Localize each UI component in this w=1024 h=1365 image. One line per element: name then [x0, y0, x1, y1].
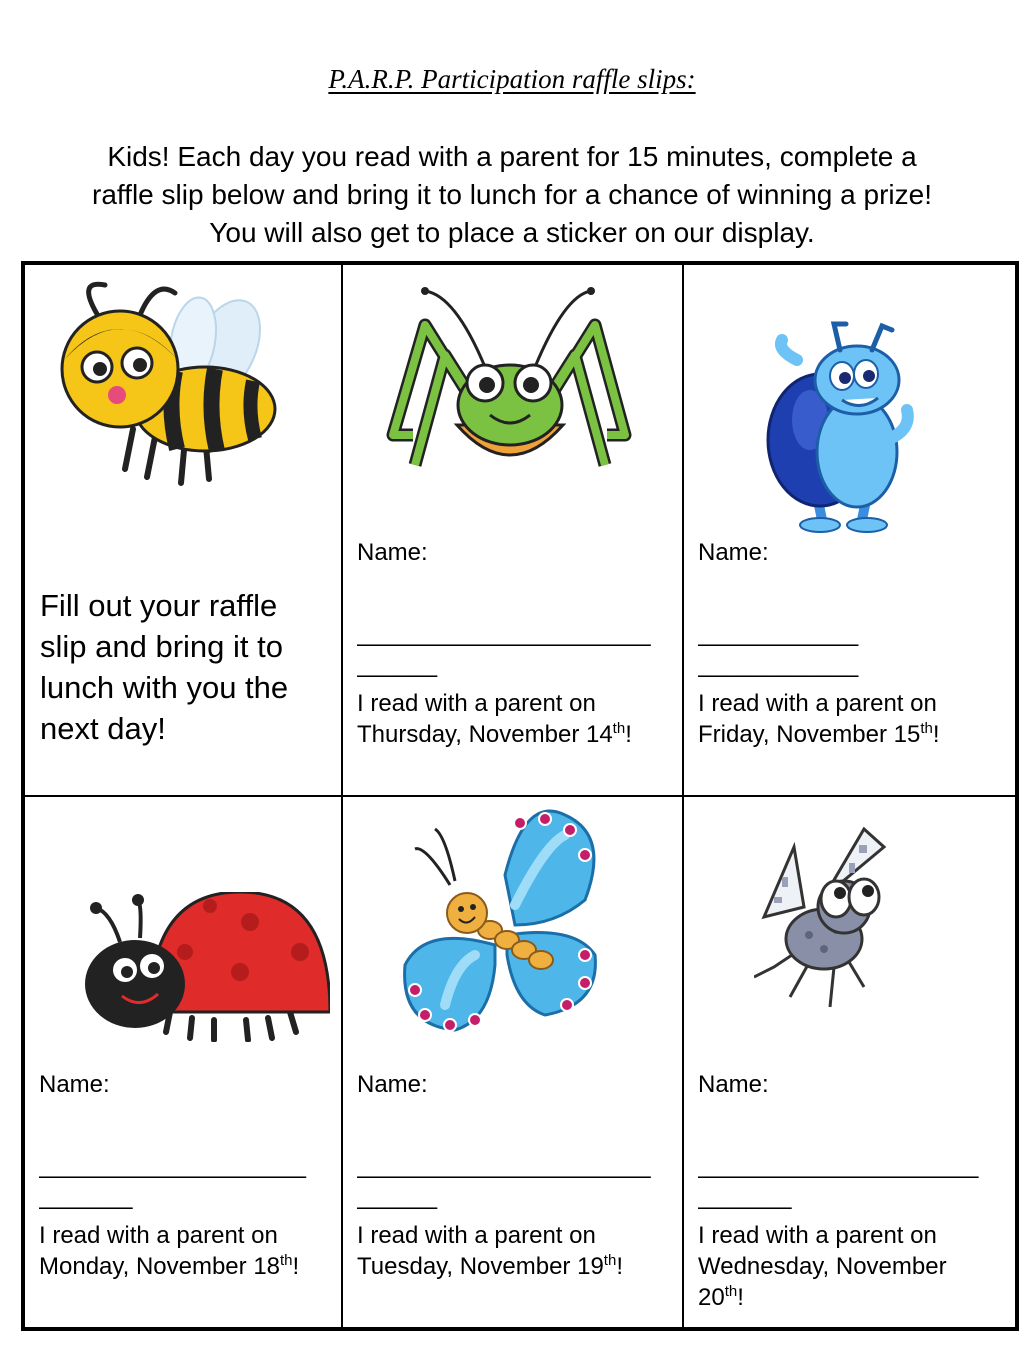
- intro-text: [20, 138, 1004, 252]
- raffle-slip-friday: [683, 263, 1017, 796]
- instruction-cell: [23, 263, 342, 796]
- read-statement: I read with a parent on Thursday, November 14th!: [357, 690, 632, 748]
- raffle-slip-wednesday: [683, 796, 1017, 1329]
- read-statement: I read with a parent on Friday, November 15th!: [698, 690, 940, 748]
- instruction-text: Fill out your raffle slip and bring it to lunch with you the next day!: [40, 588, 289, 746]
- grasshopper-icon: [385, 285, 635, 485]
- slip-form: [357, 1069, 676, 1282]
- name-blank[interactable]: ______________________ ______: [357, 620, 651, 678]
- name-label: Name:: [357, 1071, 428, 1098]
- slip-form: [357, 537, 676, 750]
- raffle-grid: [21, 261, 1019, 1331]
- name-label: Name:: [698, 539, 769, 566]
- butterfly-icon: [395, 805, 610, 1040]
- intro-line-1: Kids! Each day you read with a parent for 15 minutes, complete a: [107, 141, 917, 172]
- intro-line-2: raffle slip below and bring it to lunch for a chance of winning a prize!: [92, 179, 932, 210]
- name-blank[interactable]: ____________ ____________: [698, 620, 859, 678]
- read-statement: I read with a parent on Tuesday, November 19th!: [357, 1222, 623, 1280]
- beetle-icon: [762, 320, 922, 535]
- name-label: Name:: [357, 539, 428, 566]
- name-blank[interactable]: ______________________ ______: [357, 1152, 651, 1210]
- raffle-slip-tuesday: [342, 796, 683, 1329]
- name-blank[interactable]: _____________________ _______: [698, 1152, 979, 1210]
- slip-form: [698, 1069, 1009, 1313]
- read-statement: I read with a parent on Wednesday, November 20th!: [698, 1222, 947, 1311]
- name-label: Name:: [698, 1071, 769, 1098]
- ladybug-icon: [80, 892, 330, 1042]
- read-statement: I read with a parent on Monday, November 18th!: [39, 1222, 300, 1280]
- raffle-slip-thursday: [342, 263, 683, 796]
- page-title: P.A.R.P. Participation raffle slips:: [328, 64, 696, 94]
- name-label: Name:: [39, 1071, 110, 1098]
- bee-icon: [55, 279, 285, 489]
- name-blank[interactable]: ____________________ _______: [39, 1152, 306, 1210]
- raffle-slip-monday: [23, 796, 342, 1329]
- intro-line-3: You will also get to place a sticker on our display.: [209, 217, 815, 248]
- slip-form: [39, 1069, 335, 1282]
- fly-icon: [754, 827, 914, 1017]
- slip-form: [698, 537, 1009, 750]
